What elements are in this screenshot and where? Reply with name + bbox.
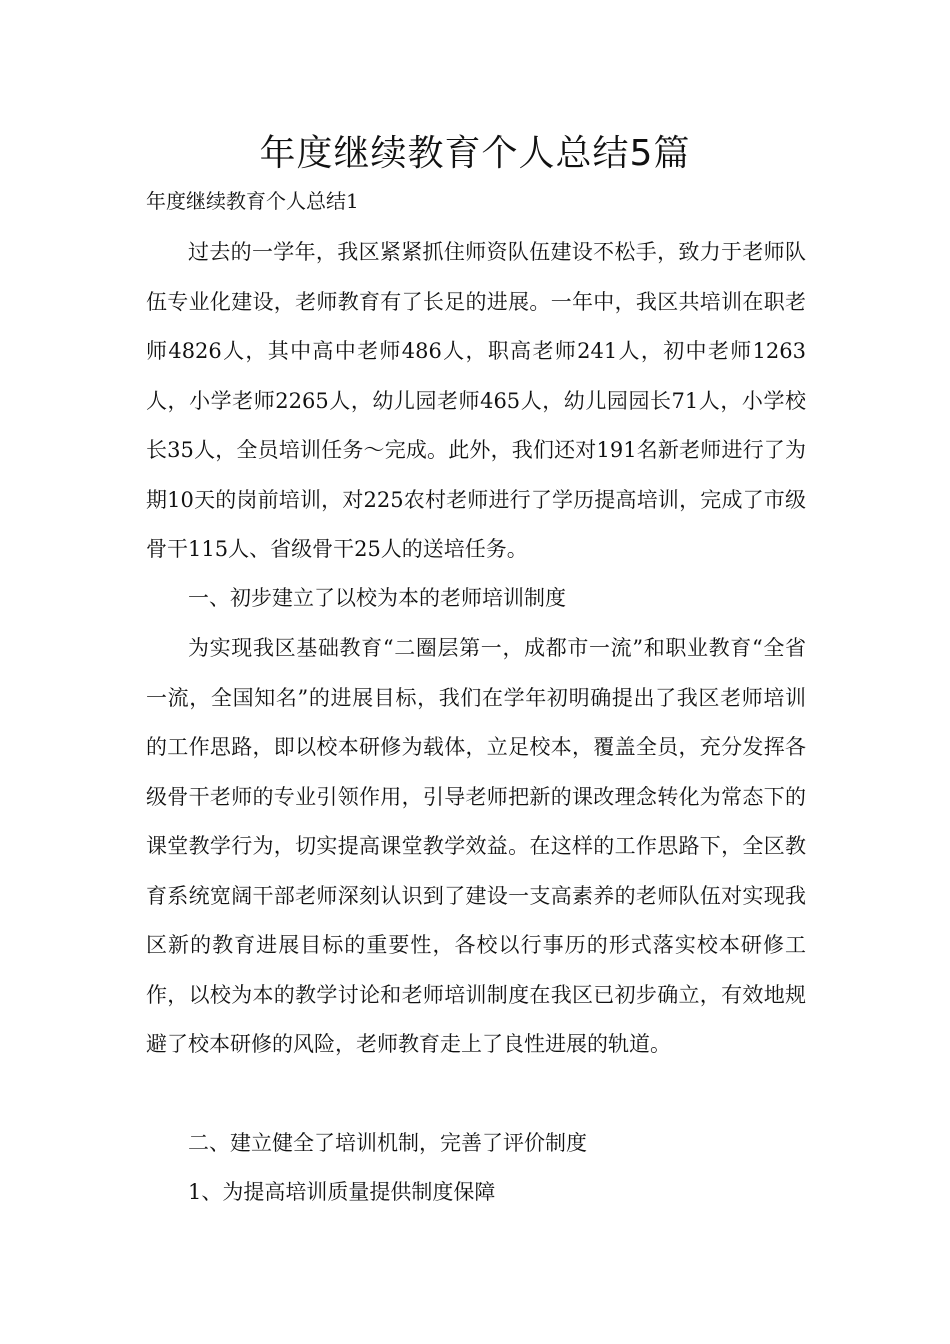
section-heading-1: 一、初步建立了以校为本的老师培训制度	[188, 586, 566, 610]
body-paragraph-1: 过去的一学年，我区紧紧抓住师资队伍建设不松手，致力于老师队伍专业化建设，老师教育有了长足的进展。一年中，我区共培训在职老师4826人，其中高中老师486人，职高老师241人，初中老师1263人，小学老师2265人，幼儿园老师465人，幼儿园园长71人，小学校长35人，全员培训任务～完成。此外，我们还对191名新老师进行了为期10天的岗前培训，对225农村老师进行了学历提高培训，完成了市级骨干115人、省级骨干25人的送培任务。	[146, 240, 806, 561]
section-heading-2: 二、建立健全了培训机制，完善了评价制度	[188, 1131, 587, 1155]
section-subtitle: 年度继续教育个人总结1	[146, 189, 359, 213]
body-paragraph-2: 为实现我区基础教育“二圈层第一，成都市一流”和职业教育“全省一流，全国知名”的进展目标，我们在学年初明确提出了我区老师培训的工作思路，即以校本研修为载体，立足校本，覆盖全员，充分发挥各级骨干老师的专业引领作用，引导老师把新的课改理念转化为常态下的课堂教学行为，切实提高课堂教学效益。在这样的工作思路下，全区教育系统宽阔干部老师深刻认识到了建设一支高素养的老师队伍对实现我区新的教育进展目标的重要性，各校以行事历的形式落实校本研修工作，以校为本的教学讨论和老师培训制度在我区已初步确立，有效地规避了校本研修的风险，老师教育走上了良性进展的轨道。	[146, 636, 806, 1056]
document-title: 年度继续教育个人总结5篇	[259, 133, 691, 174]
subsection-heading-1: 1、为提高培训质量提供制度保障	[188, 1180, 496, 1204]
